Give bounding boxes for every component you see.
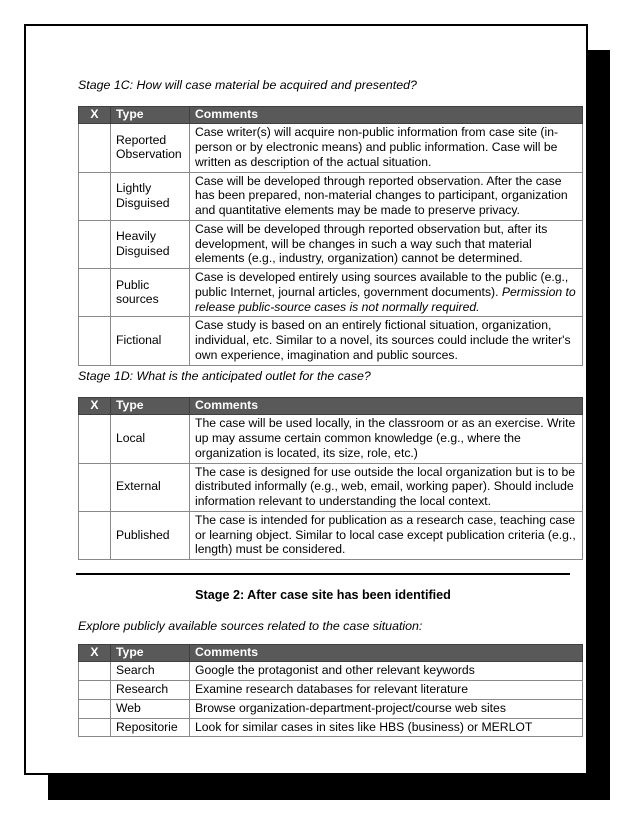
comment-text-italic: Permission to release public-source cases is not normally required. [195,284,576,314]
checkbox-cell[interactable] [79,662,111,681]
stage-1d-heading-block [78,369,371,384]
table-header-row [79,645,583,662]
stage-2-table-block [78,644,583,737]
type-cell: Local [111,415,190,463]
type-cell: External [111,463,190,511]
table-row[interactable] [79,718,583,737]
stage-2-heading: Explore publicly available sources related to the case situation: [78,619,423,633]
table-row[interactable] [79,511,583,559]
checkbox-cell[interactable] [79,415,111,463]
table-header-row [79,398,583,415]
stage-2-table [78,644,583,737]
type-cell: Lightly Disguised [111,172,190,220]
table-row[interactable] [79,463,583,511]
comment-cell: Google the protagonist and other relevant keywords [190,662,583,681]
checkbox-cell[interactable] [79,317,111,365]
type-cell: Search [111,662,190,681]
stage-1c-heading: Stage 1C: How will case material be acquired and presented? [78,78,417,92]
comment-cell: Case will be developed through reported observation but, after its development, will be changes in such a way such that material elements (e.g., industry, organization) cannot be determined. [190,220,583,268]
comment-cell: Browse organization-department-project/course web sites [190,699,583,718]
comment-text-plain: Case is developed entirely using sources available to the public (e.g., public Internet, journal articles, government documents). [195,270,569,299]
type-cell: Published [111,511,190,559]
column-header-x: X [79,107,111,124]
type-cell: Research [111,681,190,700]
stage-1c-table [78,106,583,366]
table-row[interactable] [79,220,583,268]
column-header-comments: Comments [190,107,583,124]
column-header-comments: Comments [190,398,583,415]
checkbox-cell[interactable] [79,124,111,172]
stage-1d-heading: Stage 1D: What is the anticipated outlet for the case? [78,369,371,383]
comment-cell: Look for similar cases in sites like HBS (business) or MERLOT [190,718,583,737]
checkbox-cell[interactable] [79,463,111,511]
column-header-comments: Comments [190,645,583,662]
checkbox-cell[interactable] [79,718,111,737]
table-row[interactable] [79,681,583,700]
stage-2-title-block [76,588,570,602]
checkbox-cell[interactable] [79,172,111,220]
comment-cell: Examine research databases for relevant literature [190,681,583,700]
comment-cell: The case will be used locally, in the classroom or as an exercise. Write up may assume certain common knowledge (e.g., where the organization is located, its size, role, etc.) [190,415,583,463]
checkbox-cell[interactable] [79,511,111,559]
checkbox-cell[interactable] [79,269,111,317]
stage-1d-table [78,397,583,560]
stage-2-heading-block [78,619,422,634]
document-page [24,24,588,775]
checkbox-cell[interactable] [79,220,111,268]
column-header-x: X [79,645,111,662]
type-cell: Fictional [111,317,190,365]
table-row[interactable] [79,124,583,172]
type-cell: Heavily Disguised [111,220,190,268]
table-row[interactable] [79,662,583,681]
comment-cell: The case is designed for use outside the local organization but is to be distributed informally (e.g., web, email, working paper). Should include information relevant to understanding the local context. [190,463,583,511]
stage-1c-table-block [78,106,583,366]
table-row[interactable] [79,172,583,220]
checkbox-cell[interactable] [79,699,111,718]
table-row[interactable] [79,317,583,365]
comment-cell: Case will be developed through reported observation. After the case has been prepared, non-material changes to participant, organization and quantitative elements may be made to preserve privacy. [190,172,583,220]
type-cell: Public sources [111,269,190,317]
horizontal-rule [76,573,570,575]
type-cell: Reported Observation [111,124,190,172]
comment-cell: Case writer(s) will acquire non-public information from case site (in-person or by electronic means) and public information. Case will be written as description of the actual situation. [190,124,583,172]
stage-1d-table-block [78,397,583,560]
column-header-type: Type [111,107,190,124]
column-header-x: X [79,398,111,415]
table-row[interactable] [79,269,583,317]
comment-cell: The case is intended for publication as a research case, teaching case or learning object. Similar to local case except publication criteria (e.g., length) must be considered. [190,511,583,559]
comment-cell: Case study is based on an entirely fictional situation, organization, individual, etc. Similar to a novel, its sources could include the writer's own experience, imagination and public sources. [190,317,583,365]
section-divider-block [76,573,570,575]
table-header-row [79,107,583,124]
table-row[interactable] [79,699,583,718]
type-cell: Repositorie [111,718,190,737]
type-cell: Web [111,699,190,718]
column-header-type: Type [111,645,190,662]
page-content [26,26,586,773]
comment-cell [190,269,583,317]
stage-1c-heading-block [78,78,417,93]
column-header-type: Type [111,398,190,415]
checkbox-cell[interactable] [79,681,111,700]
table-row[interactable] [79,415,583,463]
stage-2-title: Stage 2: After case site has been identified [195,588,451,602]
